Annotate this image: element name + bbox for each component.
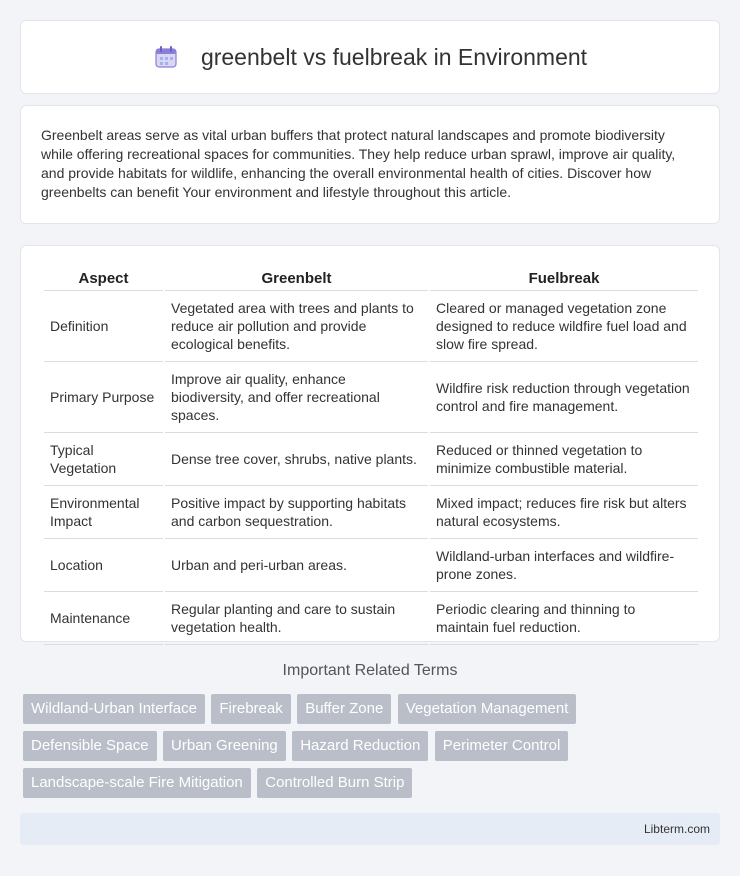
comparison-card xyxy=(20,245,720,642)
row-greenbelt: Dense tree cover, shrubs, native plants. xyxy=(165,433,428,486)
header-fuelbreak: Fuelbreak xyxy=(430,266,698,291)
footer-site-link[interactable]: Libterm.com xyxy=(643,822,710,836)
row-greenbelt: Vegetated area with trees and plants to reduce air pollution and provide ecological benefits. xyxy=(165,291,428,362)
term-chip[interactable]: Controlled Burn Strip xyxy=(257,768,412,798)
table-row xyxy=(44,592,698,645)
header-aspect: Aspect xyxy=(44,266,163,291)
row-fuelbreak: Reduced or thinned vegetation to minimize combustible material. xyxy=(430,433,698,486)
row-aspect: Primary Purpose xyxy=(44,362,163,433)
related-terms-list xyxy=(23,694,723,805)
term-chip[interactable]: Firebreak xyxy=(211,694,290,724)
row-aspect: Maintenance xyxy=(44,592,163,645)
title-card xyxy=(20,20,720,94)
row-aspect: Typical Vegetation xyxy=(44,433,163,486)
term-chip[interactable]: Urban Greening xyxy=(163,731,286,761)
term-chip[interactable]: Defensible Space xyxy=(23,731,157,761)
row-fuelbreak: Mixed impact; reduces fire risk but alters natural ecosystems. xyxy=(430,486,698,539)
row-fuelbreak: Wildfire risk reduction through vegetation control and fire management. xyxy=(430,362,698,433)
header-greenbelt: Greenbelt xyxy=(165,266,428,291)
term-chip[interactable]: Wildland-Urban Interface xyxy=(23,694,205,724)
row-greenbelt: Positive impact by supporting habitats and carbon sequestration. xyxy=(165,486,428,539)
table-row xyxy=(44,486,698,539)
row-greenbelt: Improve air quality, enhance biodiversity, and offer recreational spaces. xyxy=(165,362,428,433)
intro-paragraph: Greenbelt areas serve as vital urban buffers that protect natural landscapes and promote biodiversity while offering recreational spaces for communities. They help reduce urban sprawl, improve air quality, and provide habitats for wildlife, enhancing the overall environmental health of cities. Discover how greenbelts can benefit Your environment and lifestyle throughout this article. xyxy=(41,127,676,200)
table-row xyxy=(44,539,698,592)
term-chip[interactable]: Perimeter Control xyxy=(435,731,569,761)
term-chip[interactable]: Hazard Reduction xyxy=(292,731,428,761)
row-greenbelt: Regular planting and care to sustain vegetation health. xyxy=(165,592,428,645)
term-chip[interactable]: Buffer Zone xyxy=(297,694,391,724)
term-chip[interactable]: Vegetation Management xyxy=(398,694,577,724)
table-row xyxy=(44,433,698,486)
table-header-row xyxy=(44,266,698,291)
intro-card xyxy=(20,105,720,224)
table-row xyxy=(44,291,698,362)
row-aspect: Environmental Impact xyxy=(44,486,163,539)
calendar-icon xyxy=(153,44,179,70)
row-greenbelt: Urban and peri-urban areas. xyxy=(165,539,428,592)
related-terms-heading: Important Related Terms xyxy=(282,662,458,679)
term-chip[interactable]: Landscape-scale Fire Mitigation xyxy=(23,768,251,798)
row-aspect: Location xyxy=(44,539,163,592)
row-aspect: Definition xyxy=(44,291,163,362)
row-fuelbreak: Periodic clearing and thinning to maintain fuel reduction. xyxy=(430,592,698,645)
comparison-table xyxy=(42,266,700,645)
footer-bar xyxy=(20,813,720,845)
page-title: greenbelt vs fuelbreak in Environment xyxy=(200,43,588,70)
row-fuelbreak: Wildland-urban interfaces and wildfire-prone zones. xyxy=(430,539,698,592)
table-row xyxy=(44,362,698,433)
row-fuelbreak: Cleared or managed vegetation zone designed to reduce wildfire fuel load and slow fire spread. xyxy=(430,291,698,362)
